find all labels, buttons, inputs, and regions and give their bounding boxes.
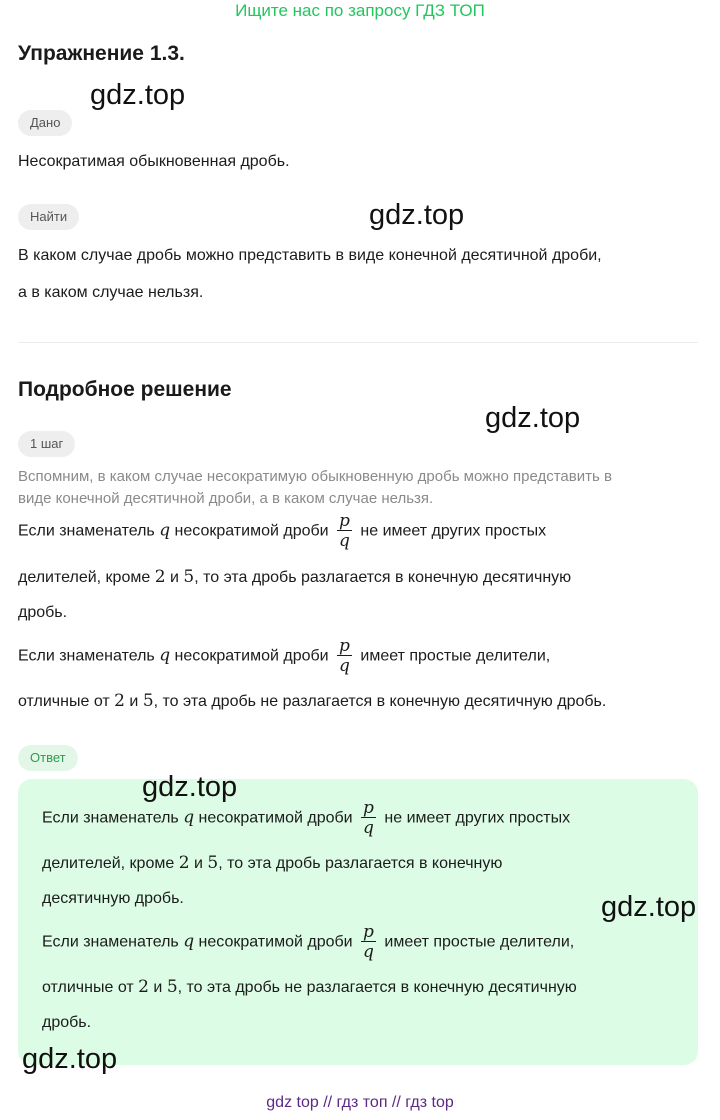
find-chip: Найти <box>18 204 79 230</box>
watermark: gdz.top <box>485 402 581 434</box>
answer-paragraph-1-line-1: Если знаменатель q несократимой дроби $\frac{p}{q}$ не имеет других простых <box>42 798 571 838</box>
top-banner[interactable]: Ищите нас по запросу ГДЗ ТОП <box>235 1 485 20</box>
answer-paragraph-2-line-3: дробь. <box>42 1014 92 1031</box>
solution-paragraph-2-line-1: Если знаменатель q несократимой дроби $\frac{p}{q}$ имеет простые делители, <box>18 636 551 676</box>
given-text: Несократимая обыкновенная дробь. <box>18 153 290 170</box>
step-chip: 1 шаг <box>18 431 75 457</box>
fraction-p-over-q: $\frac{p}{q}$ <box>339 511 350 551</box>
fraction-p-over-q: $\frac{p}{q}$ <box>339 636 350 676</box>
given-chip: Дано <box>18 110 72 136</box>
answer-box <box>18 779 698 1065</box>
watermark: gdz.top <box>369 199 465 231</box>
watermark: gdz.top <box>90 79 186 111</box>
watermark: gdz.top <box>142 771 238 803</box>
answer-paragraph-2-line-1: Если знаменатель q несократимой дроби $\frac{p}{q}$ имеет простые делители, <box>42 922 575 962</box>
section-divider <box>18 342 698 343</box>
solution-paragraph-1-line-3: дробь. <box>18 604 68 621</box>
find-text-line-2: а в каком случае нельзя. <box>18 284 204 301</box>
answer-paragraph-1-line-2: делителей, кроме 2 и 5, то эта дробь разлагается в конечную <box>42 853 503 873</box>
hint-line-1: Вспомним, в каком случае несократимую обыкновенную дробь можно представить в <box>18 468 612 485</box>
exercise-title: Упражнение 1.3. <box>18 42 185 65</box>
answer-chip: Ответ <box>18 745 78 771</box>
watermark: gdz.top <box>22 1043 118 1075</box>
hint-line-2: виде конечной десятичной дроби, а в каком случае нельзя. <box>18 490 434 507</box>
solution-title: Подробное решение <box>18 378 232 401</box>
fraction-p-over-q: $\frac{p}{q}$ <box>363 798 374 838</box>
math-q: q <box>159 520 171 541</box>
answer-paragraph-2-line-2: отличные от 2 и 5, то эта дробь не разлагается в конечную десятичную <box>42 977 577 997</box>
answer-paragraph-1-line-3: десятичную дробь. <box>42 890 184 907</box>
watermark: gdz.top <box>601 891 697 923</box>
solution-paragraph-2-line-2: отличные от 2 и 5, то эта дробь не разлагается в конечную десятичную дробь. <box>18 691 607 711</box>
solution-paragraph-1-line-2: делителей, кроме 2 и 5, то эта дробь разлагается в конечную десятичную <box>18 567 572 587</box>
footer-links[interactable]: gdz top // гдз топ // гдз top <box>266 1094 454 1111</box>
fraction-p-over-q: $\frac{p}{q}$ <box>363 922 374 962</box>
solution-paragraph-1-line-1: Если знаменатель q несократимой дроби $\frac{p}{q}$ не имеет других простых <box>18 511 547 551</box>
find-text-line-1: В каком случае дробь можно представить в виде конечной десятичной дроби, <box>18 247 602 264</box>
